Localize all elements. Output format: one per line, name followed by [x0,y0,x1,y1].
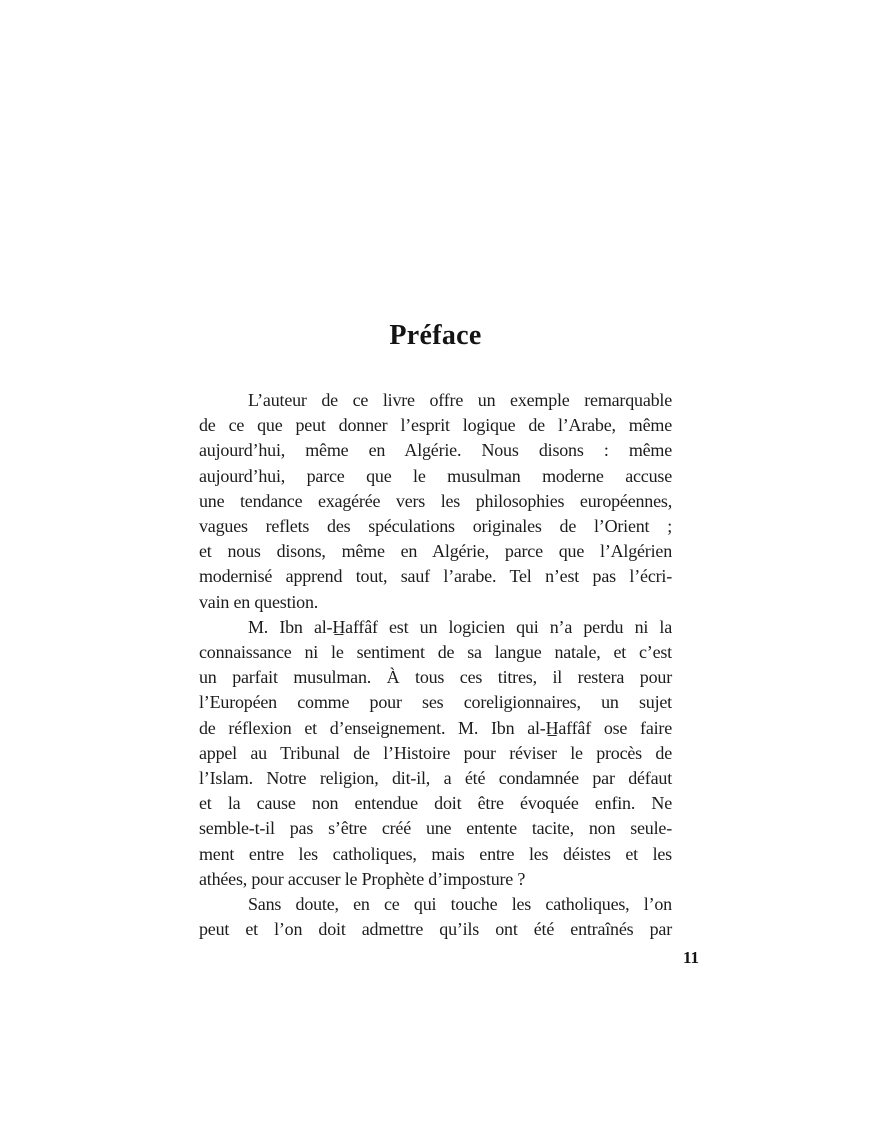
text-line: et la cause non entendue doit être évoquée enfin. Ne [199,793,672,814]
paragraph [199,892,672,942]
text-line: connaissance ni le sentiment de sa langue natale, et c’est [199,642,672,663]
text-line: aujourd’hui, même en Algérie. Nous disons : même [199,440,672,461]
text-line: et nous disons, même en Algérie, parce que l’Algérien [199,541,672,562]
text-line: ment entre les catholiques, mais entre les déistes et les [199,843,672,864]
text-line: vagues reflets des spéculations originales de l’Orient ; [199,516,672,537]
text-line: M. Ibn al-H̲affâf est un logicien qui n’a perdu ni la [248,616,672,637]
text-line: un parfait musulman. À tous ces titres, il restera pour [199,667,672,688]
text-line: semble-t-il pas s’être créé une entente tacite, non seule- [199,818,672,839]
page-number: 11 [683,948,700,967]
text-line: l’Islam. Notre religion, dit-il, a été condamnée par défaut [199,768,672,789]
text-line: modernisé apprend tout, sauf l’arabe. Tel n’est pas l’écri- [199,566,672,587]
text-line: vain en question. [199,591,319,612]
page-title: Préface [389,320,482,351]
text-line: de ce que peut donner l’esprit logique de l’Arabe, même [199,415,672,436]
text-block [199,388,672,942]
text-line: l’Européen comme pour ses coreligionnaires, un sujet [199,692,672,713]
text-line: de réflexion et d’enseignement. M. Ibn al-H̲affâf ose faire [199,717,672,738]
text-line: Sans doute, en ce qui touche les catholiques, l’on [248,894,672,915]
text-line: L’auteur de ce livre offre un exemple remarquable [248,390,672,410]
text-line: athées, pour accuser le Prophète d’imposture ? [199,868,526,889]
text-line: peut et l’on doit admettre qu’ils ont été entraînés par [199,919,672,940]
text-line: une tendance exagérée vers les philosophies européennes, [199,490,672,511]
paragraph [199,388,672,615]
text-line: aujourd’hui, parce que le musulman moderne accuse [199,465,672,486]
paragraph [199,615,672,892]
text-line: appel au Tribunal de l’Histoire pour réviser le procès de [199,742,672,763]
